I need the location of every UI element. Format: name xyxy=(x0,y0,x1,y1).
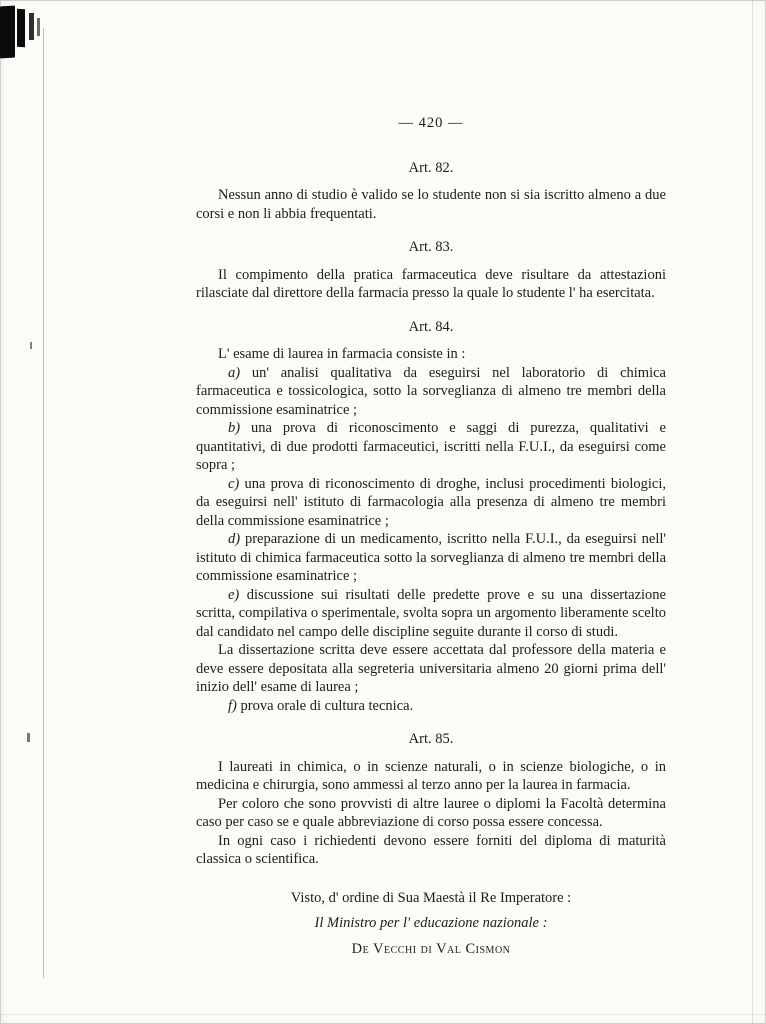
paragraph: Nessun anno di studio è valido se lo studente non si sia iscritto almeno a due corsi e non li abbia frequentati. xyxy=(196,187,666,222)
page-edge-shadow xyxy=(752,0,753,1024)
list-item: e) discussione sui risultati delle predette prove e su una dissertazione scritta, compilativa o sperimentale, svolta sopra un argomento liberamente scelto dal candidato nel campo delle discipline seguite durante il corso di studi. xyxy=(196,586,666,640)
scan-ink-blot xyxy=(0,6,15,59)
list-item: d) preparazione di un medicamento, iscritto nella F.U.I., da eseguirsi nell' istituto di chimica farmaceutica sotto la sorveglianza di almeno tre membri della commissione esaminatrice ; xyxy=(196,531,666,584)
document-content xyxy=(196,114,666,958)
article-heading: Art. 84. xyxy=(408,318,454,335)
list-marker: f) xyxy=(228,697,241,714)
article-heading: Art. 82. xyxy=(408,159,454,176)
page-edge-shadow xyxy=(0,1014,766,1015)
document-body xyxy=(196,159,666,959)
scan-ink-blot xyxy=(37,18,40,36)
paragraph: Per coloro che sono provvisti di altre lauree o diplomi la Facoltà determina caso per caso se e quale abbreviazione di corso possa essere concessa. xyxy=(196,795,666,830)
scan-speck xyxy=(30,342,32,349)
list-marker: e) xyxy=(228,586,247,603)
scan-speck xyxy=(27,733,30,742)
signature-line: Visto, d' ordine di Sua Maestà il Re Imperatore : xyxy=(290,889,572,906)
article-heading: Art. 83. xyxy=(408,239,454,255)
signature-line: De Vecchi di Val Cismon xyxy=(351,940,511,957)
article-heading: Art. 85. xyxy=(408,731,454,747)
paragraph: I laureati in chimica, o in scienze naturali, o in scienze biologiche, o in medicina e chirurgia, sono ammessi al terzo anno per la laurea in farmacia. xyxy=(196,758,666,793)
binding-edge-line xyxy=(43,28,44,978)
list-item: a) un' analisi qualitativa da eseguirsi nel laboratorio di chimica farmaceutica e tossicologica, sotto la sorveglianza di almeno tre membri della commissione esaminatrice ; xyxy=(196,364,666,418)
signature-line: Il Ministro per l' educazione nazionale : xyxy=(314,915,548,931)
paragraph: La dissertazione scritta deve essere accettata dal professore della materia e deve essere depositata alla segreteria universitaria almeno 20 giorni prima dell' inizio dell' esame di laurea ; xyxy=(196,642,666,695)
list-marker: a) xyxy=(228,364,252,381)
list-marker: c) xyxy=(228,475,245,492)
paragraph: In ogni caso i richiedenti devono essere forniti del diploma di maturità classica o scientifica. xyxy=(196,832,666,867)
list-item: b) una prova di riconoscimento e saggi di purezza, qualitativi e quantitativi, di due prodotti farmaceutici, iscritti nella F.U.I., da eseguirsi come sopra ; xyxy=(196,420,666,473)
paragraph: Il compimento della pratica farmaceutica deve risultare da attestazioni rilasciate dal direttore della farmacia presso la quale lo studente l' ha esercitata. xyxy=(196,266,666,301)
paragraph: L' esame di laurea in farmacia consiste in : xyxy=(218,346,466,362)
list-item: f) prova orale di cultura tecnica. xyxy=(228,697,414,714)
scan-ink-blot xyxy=(29,13,34,40)
page-number: — 420 — xyxy=(398,115,464,131)
list-marker: b) xyxy=(228,420,251,436)
scan-ink-blot xyxy=(17,9,25,48)
list-marker: d) xyxy=(228,531,245,547)
list-item: c) una prova di riconoscimento di droghe, inclusi procedimenti biologici, da eseguirsi nell' istituto di farmacologia alla presenza di almeno tre membri della commissione esaminatrice ; xyxy=(196,475,666,529)
